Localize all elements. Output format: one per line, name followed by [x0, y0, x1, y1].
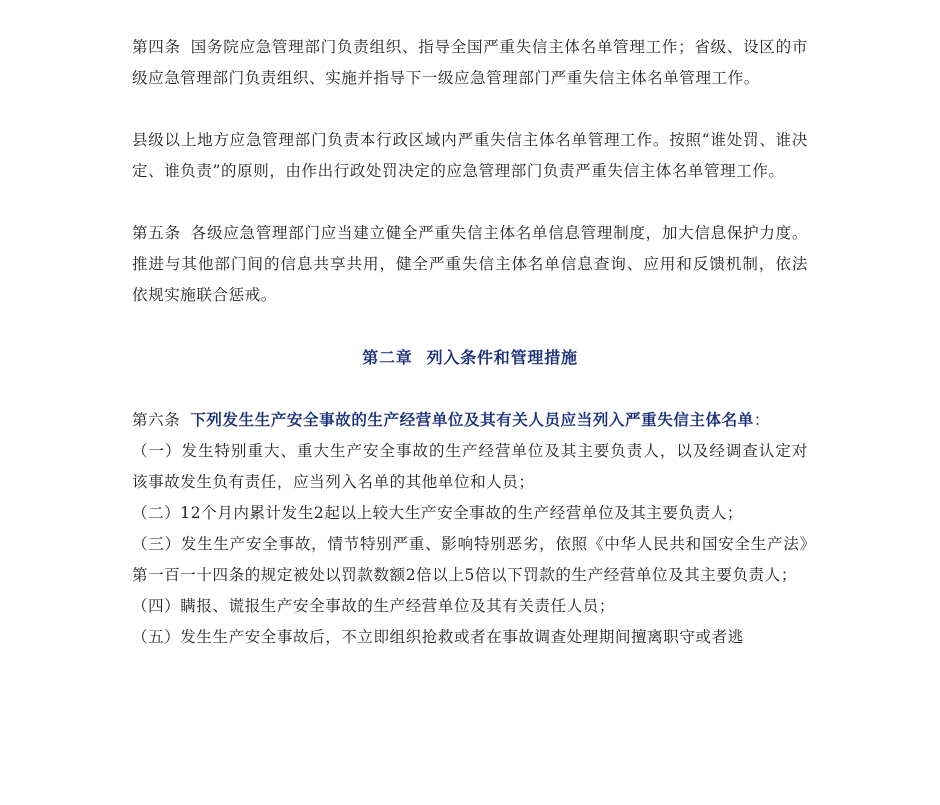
- article-4-paragraph-2: 县级以上地方应急管理部门负责本行政区域内严重失信主体名单管理工作。按照“谁处罚、谁决定、谁负责”的原则，由作出行政处罚决定的应急管理部门负责严重失信主体名单管理工作。: [132, 131, 808, 180]
- article-6-emphasis: 下列发生生产安全事故的生产经营单位及其有关人员应当列入严重失信主体名单: [190, 410, 754, 429]
- article-4: [132, 32, 808, 94]
- article-5: [132, 218, 808, 311]
- article-4-number: 第四条: [132, 38, 181, 56]
- article-6: [132, 404, 808, 436]
- article-6-item-2: （二）12个月内累计发生2起以上较大生产安全事故的生产经营单位及其主要负责人；: [132, 504, 743, 522]
- chapter-number: 第二章: [362, 348, 413, 367]
- article-6-tail: ：: [753, 411, 770, 429]
- article-5-number: 第五条: [132, 224, 181, 242]
- article-5-text: 各级应急管理部门应当建立健全严重失信主体名单信息管理制度，加大信息保护力度。推进与其他部门间的信息共享共用，健全严重失信主体名单信息查询、应用和反馈机制，依法依规实施联合惩戒。: [132, 224, 808, 304]
- article-6-item-4: （四）瞒报、谎报生产安全事故的生产经营单位及其有关责任人员；: [132, 597, 616, 615]
- article-6-item-3: （三）发生生产安全事故，情节特别严重、影响特别恶劣，依照《中华人民共和国安全生产法》第一百一十四条的规定被处以罚款数额2倍以上5倍以下罚款的生产经营单位及其主要负责人；: [132, 535, 808, 584]
- document-body: [132, 32, 808, 653]
- article-4-text: 国务院应急管理部门负责组织、指导全国严重失信主体名单管理工作；省级、设区的市级应急管理部门负责组织、实施并指导下一级应急管理部门严重失信主体名单管理工作。: [132, 38, 808, 87]
- article-6-item-1: （一）发生特别重大、重大生产安全事故的生产经营单位及其主要负责人，以及经调查认定对该事故发生负有责任，应当列入名单的其他单位和人员；: [132, 442, 808, 491]
- article-6-item-5: （五）发生生产安全事故后，不立即组织抢救或者在事故调查处理期间擅离职守或者逃: [132, 628, 744, 646]
- article-6-number: 第六条: [132, 411, 181, 429]
- chapter-title: 列入条件和管理措施: [426, 348, 578, 367]
- chapter-heading: [132, 342, 808, 373]
